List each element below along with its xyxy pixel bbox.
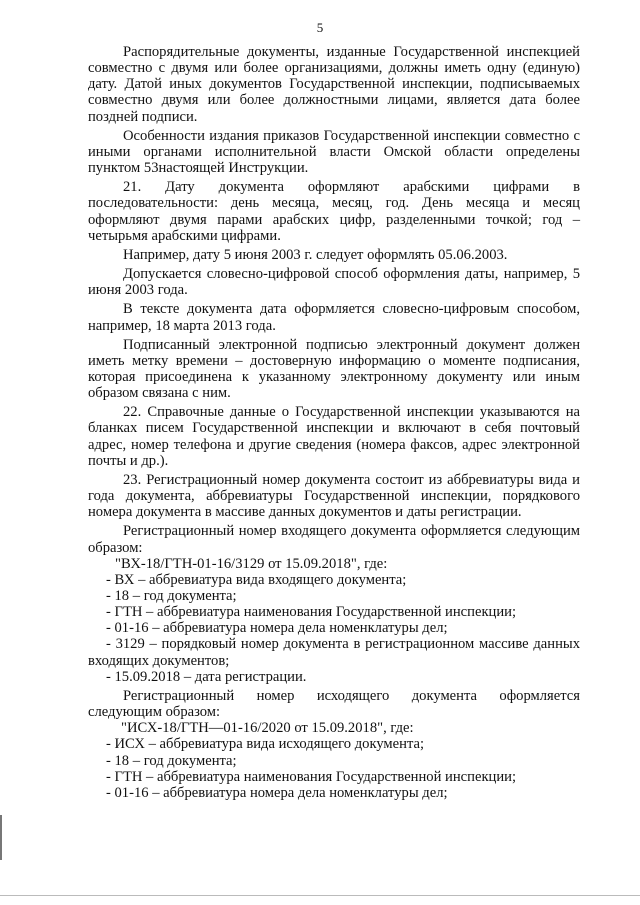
item-21-first-line: 21. Дату документа оформляют арабскими цифрами в xyxy=(123,179,580,196)
outgoing-list-item: - ГТН – аббревиатура наименования Государственной инспекции; xyxy=(106,768,517,785)
incoming-list-item: - ГТН – аббревиатура наименования Государственной инспекции; xyxy=(106,604,517,621)
incoming-list-item: - 3129 – порядковый номер документа в регистрационном массиве данных входящих документов; xyxy=(88,636,580,669)
paragraph-date-verbal: Допускается словесно-цифровой способ оформления даты, например, 5 июня 2003 года. xyxy=(88,266,580,299)
paragraph-date-in-text: В тексте документа дата оформляется словесно-цифровым способом, например, 18 марта 2013 года. xyxy=(88,301,580,334)
paragraph-outgoing-intro: Регистрационный номер исходящего документа оформляется следующим образом: xyxy=(88,687,580,721)
outgoing-list-item: - 01-16 – аббревиатура номера дела номенклатуры дел; xyxy=(106,784,448,801)
incoming-list-item: - 18 – год документа; xyxy=(106,588,237,604)
paragraph-item-23: 23. Регистрационный номер документа состоит из аббревиатуры вида и года документа, аббревиатуры Государственной инспекции, порядкового номера документа в массиве данных документов и даты регистрации. xyxy=(88,471,580,521)
outgoing-list-item: - ИСХ – аббревиатура вида исходящего документа; xyxy=(106,736,425,753)
incoming-number-example: "ВХ-18/ГТН-01-16/3129 от 15.09.2018", где: xyxy=(115,555,388,572)
paragraph-item-22: 22. Справочные данные о Государственной инспекции указываются на бланках писем Государственной инспекции и включают в себя почтовый адрес, номер телефона и другие сведения (номера факсов, адрес электронной почты и др.). xyxy=(88,404,580,469)
incoming-list-item: - 01-16 – аббревиатура номера дела номенклатуры дел; xyxy=(106,620,448,637)
scan-edge-mark xyxy=(0,815,2,860)
page-number: 5 xyxy=(316,20,324,35)
paragraph-incoming-intro: Регистрационный номер входящего документа оформляется следующим образом: xyxy=(88,523,580,556)
paragraph-dates-joint: Распорядительные документы, изданные Государственной инспекцией совместно с двумя или более организациями, должны иметь одну (единую) дату. Датой иных документов Государственной инспекции, подписываемых совместно двумя или более должностными лицами, является дата более поздней подписи. xyxy=(88,44,580,125)
incoming-list-item: - 15.09.2018 – дата регистрации. xyxy=(106,668,307,685)
item-21-continuation: последовательности: день месяца, месяц, год. День месяца и месяц оформляют двумя парами арабских цифр, разделенными точкой; год – четырьмя арабскими цифрами. xyxy=(88,195,580,244)
paragraph-timestamp: Подписанный электронной подписью электронный документ должен иметь метку времени – достоверную информацию о моменте подписания, которая присоединена к указанному электронному документу или иным образом связана с ним. xyxy=(88,336,580,402)
document-body xyxy=(88,44,580,801)
paragraph-date-example: Например, дату 5 июня 2003 г. следует оформлять 05.06.2003. xyxy=(123,246,508,263)
outgoing-list-item: - 18 – год документа; xyxy=(106,752,237,769)
incoming-list-item: - ВХ – аббревиатура вида входящего документа; xyxy=(106,571,407,588)
outgoing-number-example: "ИСХ-18/ГТН—01-16/2020 от 15.09.2018", где: xyxy=(121,720,414,737)
paragraph-joint-orders: Особенности издания приказов Государственной инспекции совместно с иными органами исполнительной власти Омской области определены пунктом 53настоящей Инструкции. xyxy=(88,127,580,177)
scan-bottom-edge xyxy=(0,895,640,896)
